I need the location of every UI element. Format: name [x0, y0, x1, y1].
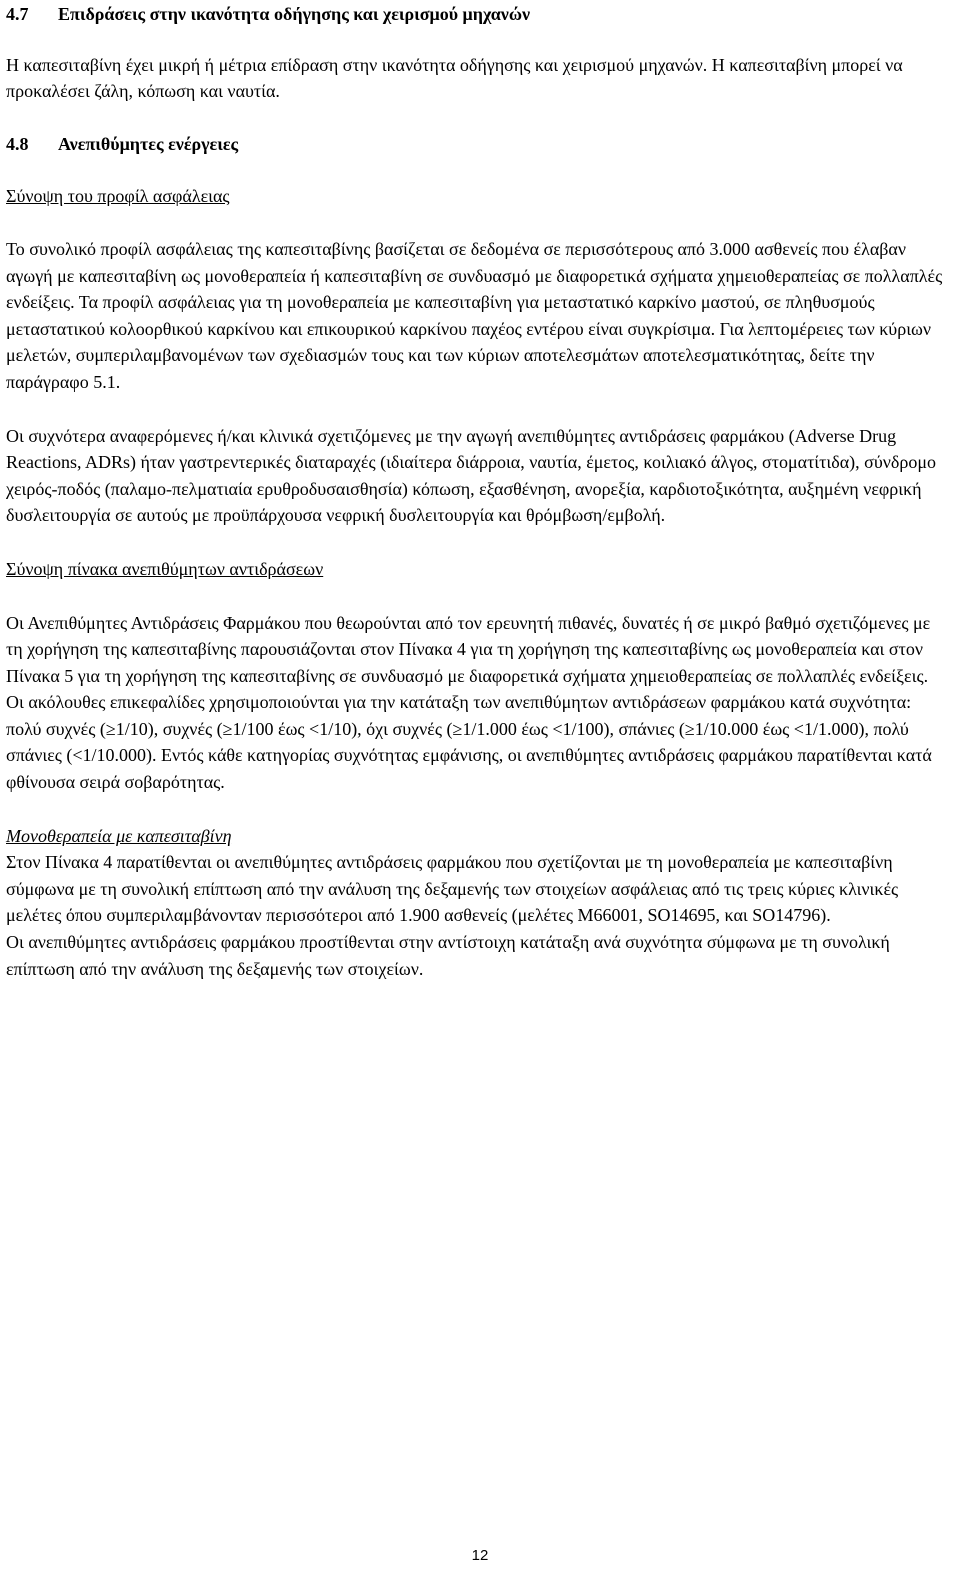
section-4-8-heading: [6, 131, 946, 158]
table-summary-paragraph-2: Οι ακόλουθες επικεφαλίδες χρησιμοποιούνται για την κατάταξη των ανεπιθύμητων αντιδράσεων φαρμάκου κατά συχνότητα: πολύ συχνές (≥1/10), συχνές (≥1/100 έως <1/10), όχι συχνές (≥1/1.000 έως <1/100), σπάνιες (≥1/10.000 έως <1/1.000), πολύ σπάνιες (<1/10.000). Εντός κάθε κατηγορίας συχνότητας εμφάνισης, οι ανεπιθύμητες αντιδράσεις φαρμάκου παρατίθενται κατά φθίνουσα σειρά σοβαρότητας.: [6, 692, 932, 793]
safety-summary-paragraph-1: Το συνολικό προφίλ ασφάλειας της καπεσιταβίνης βασίζεται σε δεδομένα σε περισσότερους από 3.000 ασθενείς που έλαβαν αγωγή με καπεσιταβίνη ως μονοθεραπεία ή καπεσιταβίνη σε συνδυασμό με διαφορετικά σχήματα χημειοθεραπείας σε πολλαπλές ενδείξεις. Τα προφίλ ασφάλειας για τη μονοθεραπεία με καπεσιταβίνη για μεταστατικό καρκίνο μαστού, σε πληθυσμούς μεταστατικού κολοορθικού καρκίνου και επικουρικού καρκίνου παχέος εντέρου είναι συγκρίσιμα. Για λεπτομέρειες των κύριων μελετών, συμπεριλαμβανομένων των σχεδιασμών τους και των κύριων αποτελεσμάτων αποτελεσματικότητας, δείτε την παράγραφο 5.1.: [6, 238, 943, 392]
table-summary-heading: Σύνοψη πίνακα ανεπιθύμητων αντιδράσεων: [6, 558, 324, 579]
monotherapy-heading: Μονοθεραπεία με καπεσιταβίνη: [6, 825, 232, 846]
safety-summary-heading: Σύνοψη του προφίλ ασφάλειας: [6, 186, 230, 207]
section-4-7-title: Επιδράσεις στην ικανότητα οδήγησης και χειρισμού μηχανών: [58, 4, 531, 24]
section-4-8-number: 4.8: [6, 133, 29, 154]
section-4-7-heading: [6, 1, 946, 28]
section-4-7-body: Η καπεσιταβίνη έχει μικρή ή μέτρια επίδραση στην ικανότητα οδήγησης και χειρισμού μηχανών. Η καπεσιταβίνη μπορεί να προκαλέσει ζάλη, κόπωση και ναυτία.: [6, 54, 903, 102]
safety-summary-paragraph-2: Οι συχνότερα αναφερόμενες ή/και κλινικά σχετιζόμενες με την αγωγή ανεπιθύμητες αντιδράσεις φαρμάκου (Adverse Drug Reactions, ADRs) ήταν γαστρεντερικές διαταραχές (ιδιαίτερα διάρροια, ναυτία, έμετος, κοιλιακό άλγος, στοματίτιδα), σύνδρομο χειρός-ποδός (παλαμο-πελματιαία ερυθροδυσαισθησία) κόπωση, εξασθένηση, ανορεξία, καρδιοτοξικότητα, αυξημένη νεφρική δυσλειτουργία σε αυτούς με προϋπάρχουσα νεφρική δυσλειτουργία και θρόμβωση/εμβολή.: [6, 425, 936, 526]
monotherapy-paragraph-2: Οι ανεπιθύμητες αντιδράσεις φαρμάκου προστίθενται στην αντίστοιχη κατάταξη ανά συχνότητα σύμφωνα με τη συνολική επίπτωση από την ανάλυση της δεξαμενής των στοιχείων.: [6, 932, 890, 979]
section-4-7-number: 4.7: [6, 4, 29, 24]
document-page: [6, 0, 946, 982]
monotherapy-paragraph-1: Στον Πίνακα 4 παρατίθενται οι ανεπιθύμητες αντιδράσεις φαρμάκου που σχετίζονται με τη μονοθεραπεία με καπεσιταβίνη σύμφωνα με τη συνολική επίπτωση από την ανάλυση της δεξαμενής των στοιχείων ασφάλειας από τις τρεις κύριες κλινικές μελέτες όπου συμπεριλαμβάνονταν περισσότεροι από 1.900 ασθενείς (μελέτες M66001, SO14695, και SO14796).: [6, 852, 899, 926]
page-number: 12: [471, 1547, 489, 1564]
section-4-8-title: Ανεπιθύμητες ενέργειες: [58, 133, 239, 154]
table-summary-paragraph-1: Οι Ανεπιθύμητες Αντιδράσεις Φαρμάκου που θεωρούνται από τον ερευνητή πιθανές, δυνατές ή σε μικρό βαθμό σχετιζόμενες με τη χορήγηση της καπεσιταβίνης παρουσιάζονται στον Πίνακα 4 για τη χορήγηση της καπεσιταβίνης ως μονοθεραπεία και στον Πίνακα 5 για τη χορήγηση της καπεσιταβίνης σε συνδυασμό με διαφορετικά σχήματα χημειοθεραπείας σε πολλαπλές ενδείξεις.: [6, 612, 931, 686]
